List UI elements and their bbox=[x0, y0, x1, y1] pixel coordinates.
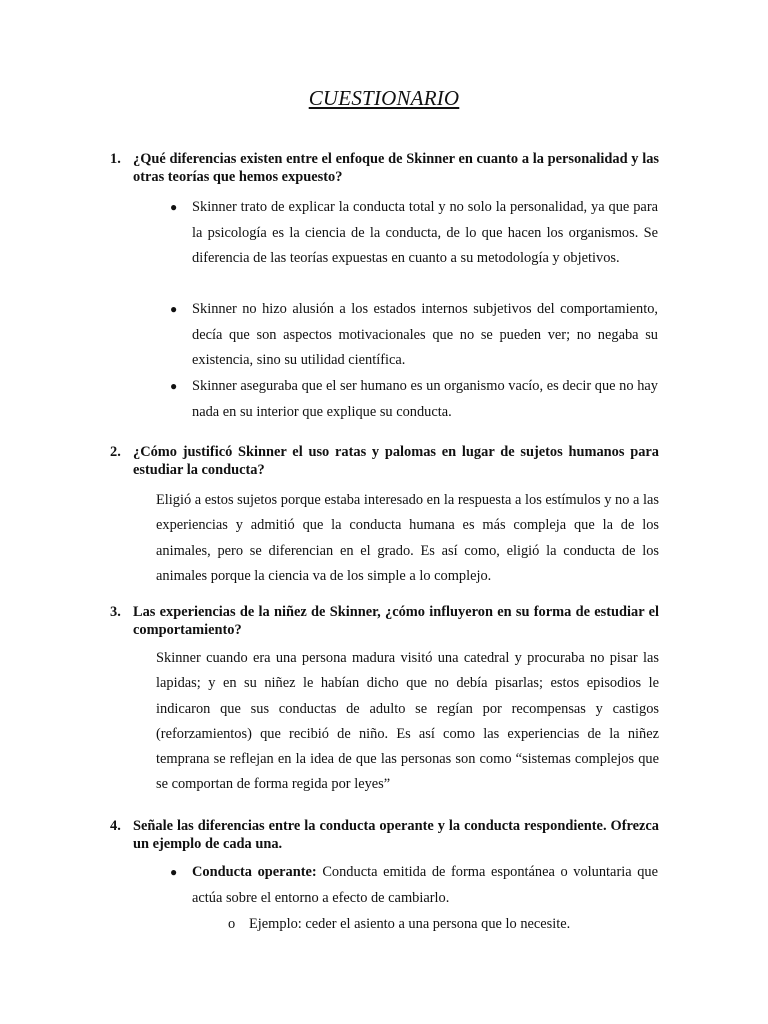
question-number: 3. bbox=[110, 604, 121, 620]
sub-bullet-text: Ejemplo: ceder el asiento a una persona que lo necesite. bbox=[249, 916, 571, 932]
question-text: ¿Cómo justificó Skinner el uso ratas y palomas en lugar de sujetos humanos para estudiar la conducta? bbox=[133, 444, 659, 478]
bullet-text: Skinner no hizo alusión a los estados internos subjetivos del comportamiento, decía que son aspectos motivacionales que no se pueden ver; no negaba su existencia, sino su utilidad científica. bbox=[192, 301, 658, 368]
bullet-text: Conducta emitida de forma espontánea o voluntaria que actúa sobre el entorno a efecto de cambiarlo. bbox=[192, 864, 658, 906]
question-2 bbox=[110, 443, 659, 479]
question-text: Las experiencias de la niñez de Skinner, ¿cómo influyeron en su forma de estudiar el comportamiento? bbox=[133, 604, 659, 638]
bullet-text: Skinner aseguraba que el ser humano es un organismo vacío, es decir que no hay nada en su interior que explique su conducta. bbox=[192, 378, 658, 420]
bullet-icon: ● bbox=[170, 302, 178, 316]
sub-bullet-icon: o bbox=[228, 916, 236, 932]
question-text: ¿Qué diferencias existen entre el enfoque de Skinner en cuanto a la personalidad y las otras teorías que hemos expuesto? bbox=[133, 151, 659, 185]
question-number: 1. bbox=[110, 151, 121, 167]
answer-paragraph: Skinner cuando era una persona madura visitó una catedral y procuraba no pisar las lapidas; y en su niñez le habían dicho que no debía pisarlas; estos episodios le indicaron que sus conductas de adulto se regían por recompensas y castigos (reforzamientos) que recibió de niño. Es así como las experiencias de la niñez temprana se reflejan en la idea de que las personas son como “sistemas complejos que se comportan de forma regida por leyes” bbox=[156, 650, 659, 793]
bullet-text: Skinner trato de explicar la conducta total y no solo la personalidad, ya que para la psicología es la ciencia de la conducta, de lo que hacen los organismos. Se diferencia de las teorías expuestas en cuanto a su metodología y objetivos. bbox=[192, 199, 658, 266]
question-3 bbox=[110, 603, 659, 639]
question-4 bbox=[110, 817, 659, 853]
list-item bbox=[170, 860, 658, 911]
question-number: 2. bbox=[110, 444, 121, 460]
list-item bbox=[170, 374, 658, 425]
question-1 bbox=[110, 150, 659, 186]
bullet-icon: ● bbox=[170, 200, 178, 214]
question-text: Señale las diferencias entre la conducta operante y la conducta respondiente. Ofrezca un ejemplo de cada una. bbox=[133, 818, 659, 852]
list-item bbox=[170, 195, 658, 272]
question-number: 4. bbox=[110, 818, 121, 834]
document-title: CUESTIONARIO bbox=[308, 86, 460, 110]
list-item bbox=[170, 297, 658, 374]
bullet-icon: ● bbox=[170, 865, 178, 879]
answer-paragraph: Eligió a estos sujetos porque estaba interesado en la respuesta a los estímulos y no a las experiencias y admitió que la conducta humana es más compleja que la de los animales, pero se diferencian en el grado. Es así como, eligió la conducta de los animales porque la ciencia va de los simple a lo complejo. bbox=[156, 492, 659, 584]
bullet-label: Conducta operante: bbox=[192, 864, 317, 880]
bullet-icon: ● bbox=[170, 379, 178, 393]
sub-list-item bbox=[228, 913, 669, 935]
